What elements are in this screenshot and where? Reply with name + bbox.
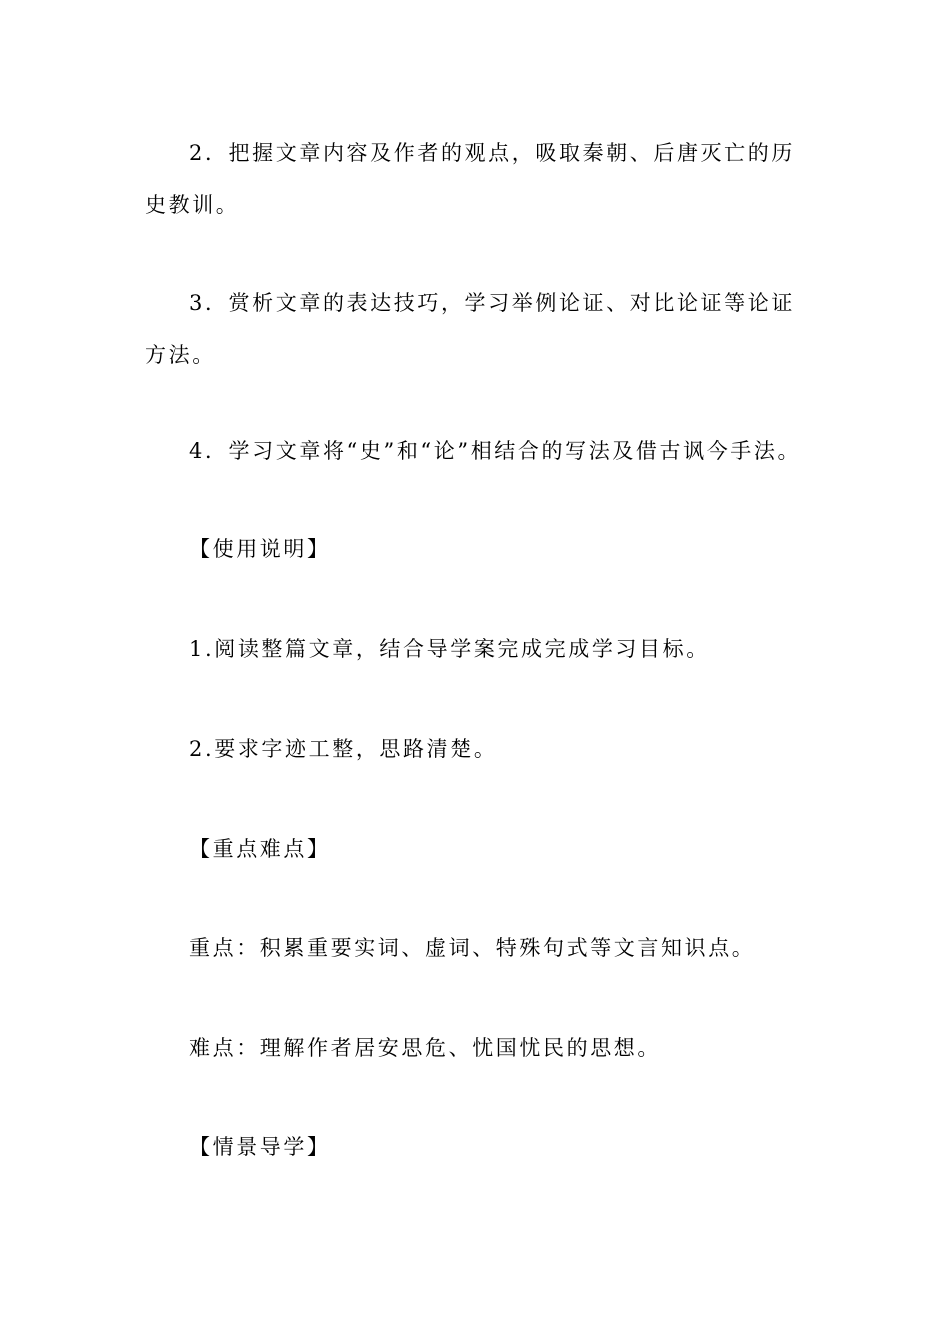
key-points-heading: 【重点难点】 bbox=[189, 837, 331, 861]
difficulty-text: 难点：理解作者居安思危、忧国忧民的思想。 bbox=[189, 1036, 661, 1060]
usage-heading: 【使用说明】 bbox=[189, 537, 331, 561]
focus-text: 重点：积累重要实词、虚词、特殊句式等文言知识点。 bbox=[189, 936, 756, 960]
usage-item-1: 1.阅读整篇文章，结合导学案完成完成学习目标。 bbox=[189, 637, 710, 661]
scenario-heading: 【情景导学】 bbox=[189, 1135, 331, 1159]
usage-item-2: 2.要求字迹工整，思路清楚。 bbox=[189, 737, 498, 761]
objective-item-3: 3．赏析文章的表达技巧，学习举例论证、对比论证等论证方法。 bbox=[145, 291, 795, 367]
objective-item-2: 2．把握文章内容及作者的观点，吸取秦朝、后唐灭亡的历史教训。 bbox=[145, 141, 795, 217]
objective-item-4: 4．学习文章将“史”和“论”相结合的写法及借古讽今手法。 bbox=[189, 439, 802, 463]
